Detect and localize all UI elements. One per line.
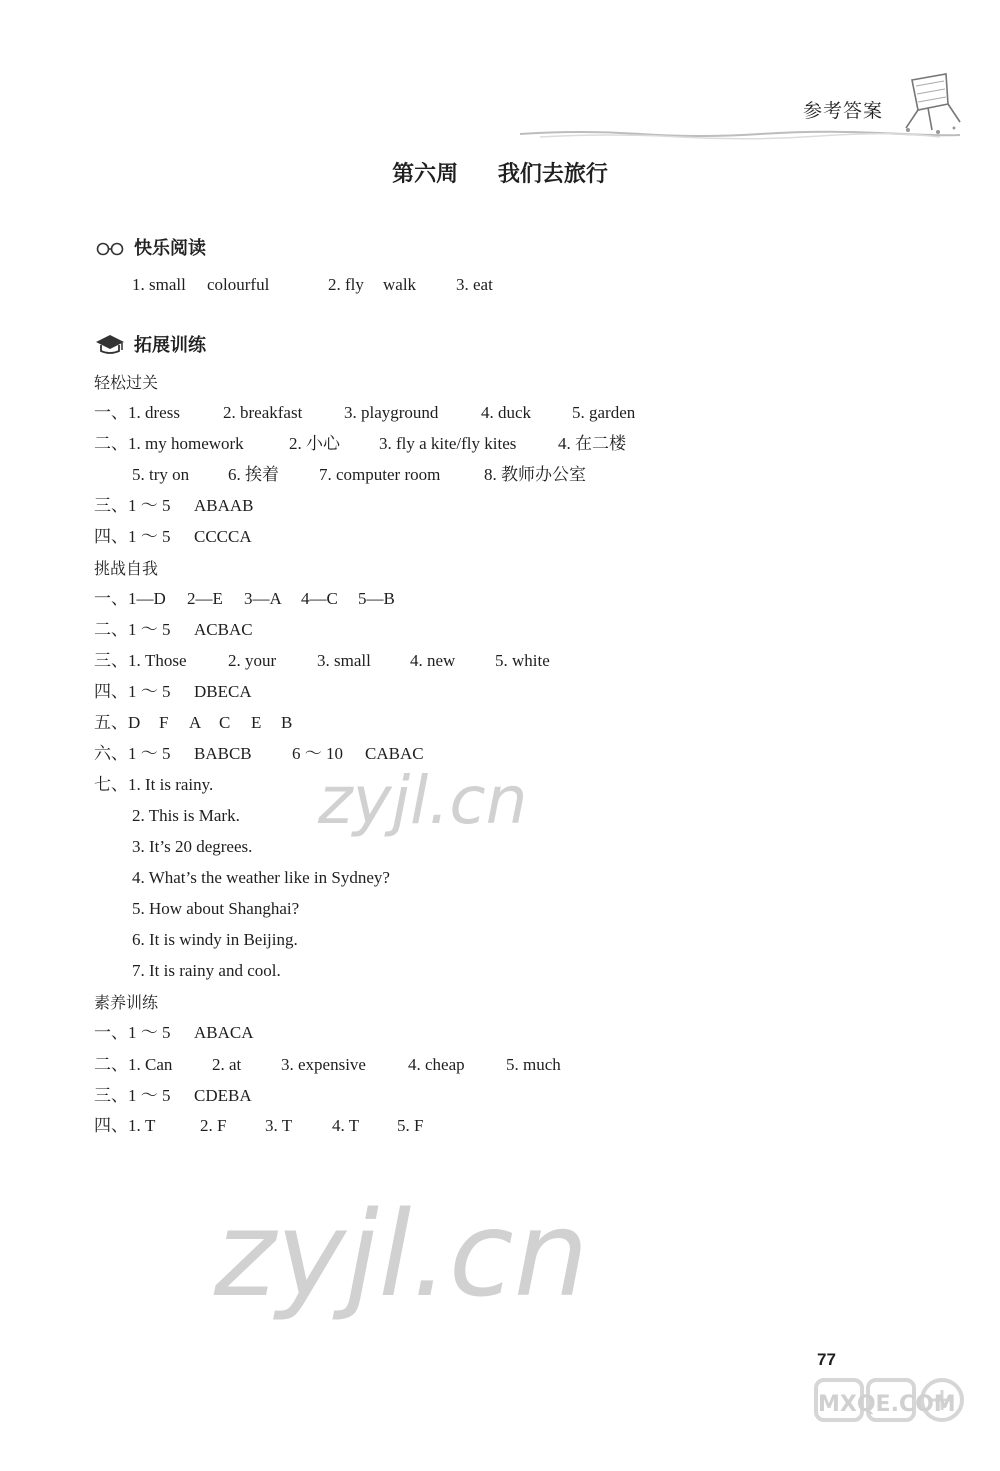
answer-text: 二、1. Can	[94, 1055, 173, 1074]
answer-row	[94, 494, 254, 518]
answer-row: 七、1. It is rainy.	[94, 775, 214, 794]
subsection-title: 素养训练	[94, 993, 159, 1012]
answer-text: 5. garden	[572, 403, 636, 422]
answer-text: B	[281, 713, 293, 732]
answer-row	[94, 525, 252, 549]
answer-text: CDEBA	[194, 1086, 252, 1105]
answer-row: 2. This is Mark.	[132, 806, 240, 825]
title-week: 第六周	[392, 162, 459, 187]
answer-text: 五、D	[94, 713, 141, 732]
answer-text: 3. playground	[344, 403, 439, 422]
title-theme: 我们去旅行	[497, 162, 608, 187]
answer-text: 3. expensive	[281, 1055, 366, 1074]
happy-reading-title: 快乐阅读	[134, 238, 206, 259]
subsection-title: 轻松过关	[94, 373, 159, 392]
answer-text: 四、1 ～ 5	[94, 527, 171, 546]
answer-text: 7. computer room	[319, 465, 441, 484]
answer-row	[94, 432, 626, 456]
watermark: zyjl.cn	[318, 762, 528, 839]
answer-text: 二、1 ～ 5	[94, 620, 171, 639]
answer-row	[94, 618, 253, 642]
section-extended-heading	[94, 331, 206, 357]
answer-text: ABAAB	[194, 496, 254, 515]
answer-text: 二、1. my homework	[94, 434, 244, 453]
answer-text: 一、1. dress	[94, 403, 180, 422]
answer-text: 2. fly	[328, 275, 364, 294]
answer-text: 3. eat	[456, 275, 493, 294]
answer-text: 一、1—D	[94, 589, 166, 608]
answer-text: 2. 小心	[289, 434, 340, 453]
answer-text: 3. T	[265, 1116, 293, 1135]
watermark: MXQE.COM	[818, 1392, 956, 1417]
answer-text: 2. breakfast	[223, 403, 303, 422]
answer-text: 8. 教师办公室	[484, 465, 586, 484]
answer-row	[94, 649, 550, 673]
answer-text: 六、1 ～ 5	[94, 744, 171, 763]
answer-text: 三、1 ～ 5	[94, 496, 171, 515]
answer-text: CCCCA	[194, 527, 252, 546]
answer-text: 4. 在二楼	[558, 434, 626, 453]
happy-reading-answers	[132, 273, 493, 297]
watermark: zyjl.cn	[214, 1185, 589, 1323]
beach-chair-illustration	[898, 70, 968, 136]
answer-text: 2—E	[187, 589, 223, 608]
answer-text: 3—A	[244, 589, 282, 608]
answer-text: 6 ～ 10	[292, 744, 343, 763]
answer-text: A	[189, 713, 202, 732]
answer-text: 3. small	[317, 651, 371, 670]
answer-text: 4. cheap	[408, 1055, 465, 1074]
answer-text: ABACA	[194, 1023, 254, 1042]
answer-text: 四、1 ～ 5	[94, 682, 171, 701]
answer-text: ACBAC	[194, 620, 253, 639]
page-title	[0, 157, 1000, 188]
answer-text: 5—B	[358, 589, 395, 608]
answer-text: C	[219, 713, 231, 732]
answer-row: 5. How about Shanghai?	[132, 899, 300, 918]
answer-text: 5. much	[506, 1055, 561, 1074]
answer-text: 5. try on	[132, 465, 190, 484]
answer-text: 4. duck	[481, 403, 532, 422]
answer-text: BABCB	[194, 744, 252, 763]
answer-text: 四、1. T	[94, 1116, 156, 1135]
extended-title: 拓展训练	[134, 335, 206, 356]
glasses-icon	[94, 236, 126, 258]
answer-row: 3. It’s 20 degrees.	[132, 837, 253, 856]
answer-row	[94, 1084, 252, 1108]
header-wave-divider	[520, 128, 960, 140]
answer-text: F	[159, 713, 169, 732]
answer-text: 6. 挨着	[228, 465, 279, 484]
answer-text: 三、1 ～ 5	[94, 1086, 171, 1105]
answer-text: 三、1. Those	[94, 651, 187, 670]
answer-row: 4. What’s the weather like in Sydney?	[132, 868, 390, 887]
subsection-title: 挑战自我	[94, 559, 159, 578]
answer-text: 5. white	[495, 651, 550, 670]
answer-text: 2. your	[228, 651, 277, 670]
answer-text: 一、1 ～ 5	[94, 1023, 171, 1042]
answer-row: 6. It is windy in Beijing.	[132, 930, 298, 949]
answer-text: 1. small	[132, 275, 186, 294]
answer-row	[94, 401, 635, 425]
section-happy-reading-heading	[94, 234, 206, 260]
answer-text: 2. F	[200, 1116, 227, 1135]
answer-text: 4. T	[332, 1116, 360, 1135]
answer-text: walk	[383, 275, 417, 294]
answer-text: CABAC	[365, 744, 424, 763]
graduation-cap-icon	[94, 333, 126, 355]
answer-row	[132, 463, 586, 487]
answer-text: E	[251, 713, 262, 732]
page-number: 77	[817, 1350, 836, 1369]
answer-row	[94, 711, 292, 735]
answer-row	[94, 1114, 423, 1138]
answer-text: 5. F	[397, 1116, 424, 1135]
answer-row	[94, 680, 252, 704]
answer-text: colourful	[207, 275, 270, 294]
answer-text: 4. new	[410, 651, 456, 670]
answer-row	[94, 1053, 561, 1077]
answer-row	[94, 587, 395, 611]
answer-text: DBECA	[194, 682, 252, 701]
header-label: 参考答案	[803, 100, 884, 122]
answer-text: 2. at	[212, 1055, 242, 1074]
answer-text: 4—C	[301, 589, 338, 608]
answer-row	[94, 1021, 254, 1045]
answer-text: 3. fly a kite/fly kites	[379, 434, 517, 453]
answer-row: 7. It is rainy and cool.	[132, 961, 281, 980]
